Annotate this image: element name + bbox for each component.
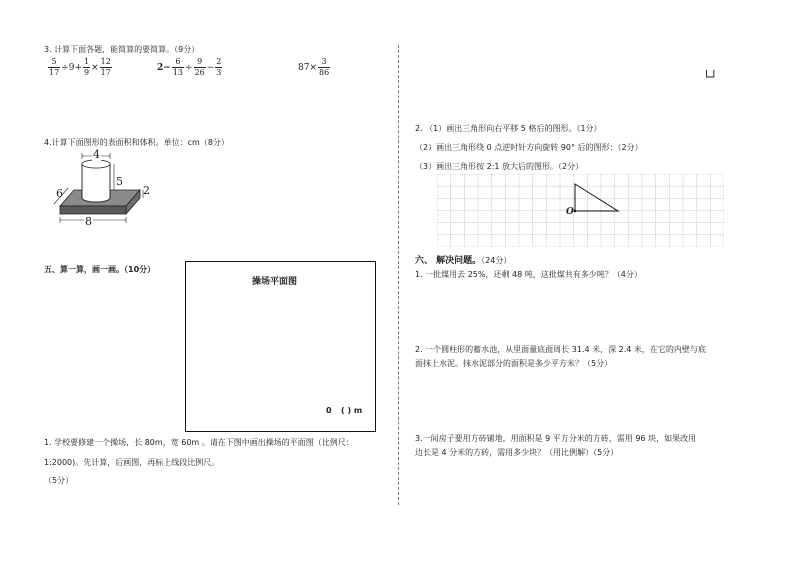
rotation-point (574, 210, 577, 213)
square-grid[interactable] (437, 174, 724, 247)
q2-line1: 2. （1）画出三角形向右平移 5 格后的图形。（1分） (415, 124, 602, 133)
corner-mark: └┘ (703, 70, 718, 84)
fraction: $\frac{5}{17}$ (49, 57, 60, 77)
plan-title: 操场平面图 (252, 277, 298, 287)
cylinder-on-cuboid-figure (52, 150, 148, 230)
q3-expression-3 (298, 58, 331, 77)
dim-bottom-label: 8 (85, 215, 92, 228)
q3-expression-1 (47, 58, 113, 77)
section6-q1: 1. 一批煤用去 25%，还剩 48 吨，这批煤共有多少吨？（4分） (415, 270, 642, 279)
section6-points: （24分） (481, 256, 512, 265)
section5-title: 五、算一算，画一画。（10分） (44, 265, 156, 274)
triangle-shape (575, 184, 618, 211)
operator: 87× (298, 62, 317, 73)
plan-drawing-box[interactable] (185, 261, 376, 432)
q3-title: 3. 计算下面各题，能简算的要简算。（9分） (44, 45, 200, 54)
fraction: $\frac{2}{3}$ (216, 57, 222, 77)
scale-zero: 0 (326, 406, 332, 415)
q2-line3: （3）画出三角形按 2:1 放大后的图形。（2分） (415, 162, 584, 171)
fraction: $\frac{3}{86}$ (319, 57, 330, 77)
q4-title: 4.计算下面图形的表面积和体积。单位：cm（8分） (44, 138, 229, 147)
dim-left-label: 6 (56, 187, 63, 200)
operator: ÷ (185, 62, 193, 73)
operator: 2− (157, 62, 171, 73)
section5-q1-line2: 1:2000)。先计算，后画图，再标上线段比例尺。 (44, 458, 220, 467)
fraction: $\frac{6}{13}$ (172, 57, 183, 77)
dim-top-label: 4 (93, 148, 100, 161)
section6-q3-line1: 3.一间房子要用方砖铺地，用面积是 9 平方分米的方砖，需用 96 块，如果改用 (415, 434, 697, 443)
operator: − (206, 62, 215, 73)
q3-expression-2 (157, 58, 223, 77)
fraction: $\frac{1}{9}$ (84, 57, 90, 77)
operator: × (91, 62, 99, 73)
section6-q3-line2: 边长是 4 分米的方砖，需用多少块？（用比例解）（5分） (415, 448, 619, 457)
fraction: $\frac{12}{17}$ (100, 57, 111, 77)
dim-right-label: 2 (143, 184, 150, 197)
column-divider (398, 45, 399, 505)
section5-q1-line1: 1. 学校要修建一个操场，长 80m，宽 60m 。请在下图中画出操场的平面图（比例尺： (44, 438, 354, 447)
section6-title: 六、 解决问题。 (415, 256, 482, 266)
dim-cylinder-height-label: 5 (116, 175, 123, 188)
q2-line2: （2）画出三角形绕 0 点逆时针方向旋转 90° 后的图形：（2分） (415, 143, 643, 152)
section6-q2-line1: 2. 一个圆柱形的蓄水池，从里面量底面周长 31.4 米，深 2.4 米，在它的内壁与底 (415, 345, 706, 354)
fraction: $\frac{9}{26}$ (194, 57, 205, 77)
operator: ÷9+ (61, 62, 82, 73)
point-o-label: O (566, 207, 574, 217)
section5-q1-points: （5分） (44, 476, 74, 485)
section6-q2-line2: 面抹上水泥。抹水泥部分的面积是多少平方米？（5分） (415, 359, 613, 368)
scale-unit-blank: ( ) m (341, 406, 363, 415)
section6-header (415, 253, 511, 266)
